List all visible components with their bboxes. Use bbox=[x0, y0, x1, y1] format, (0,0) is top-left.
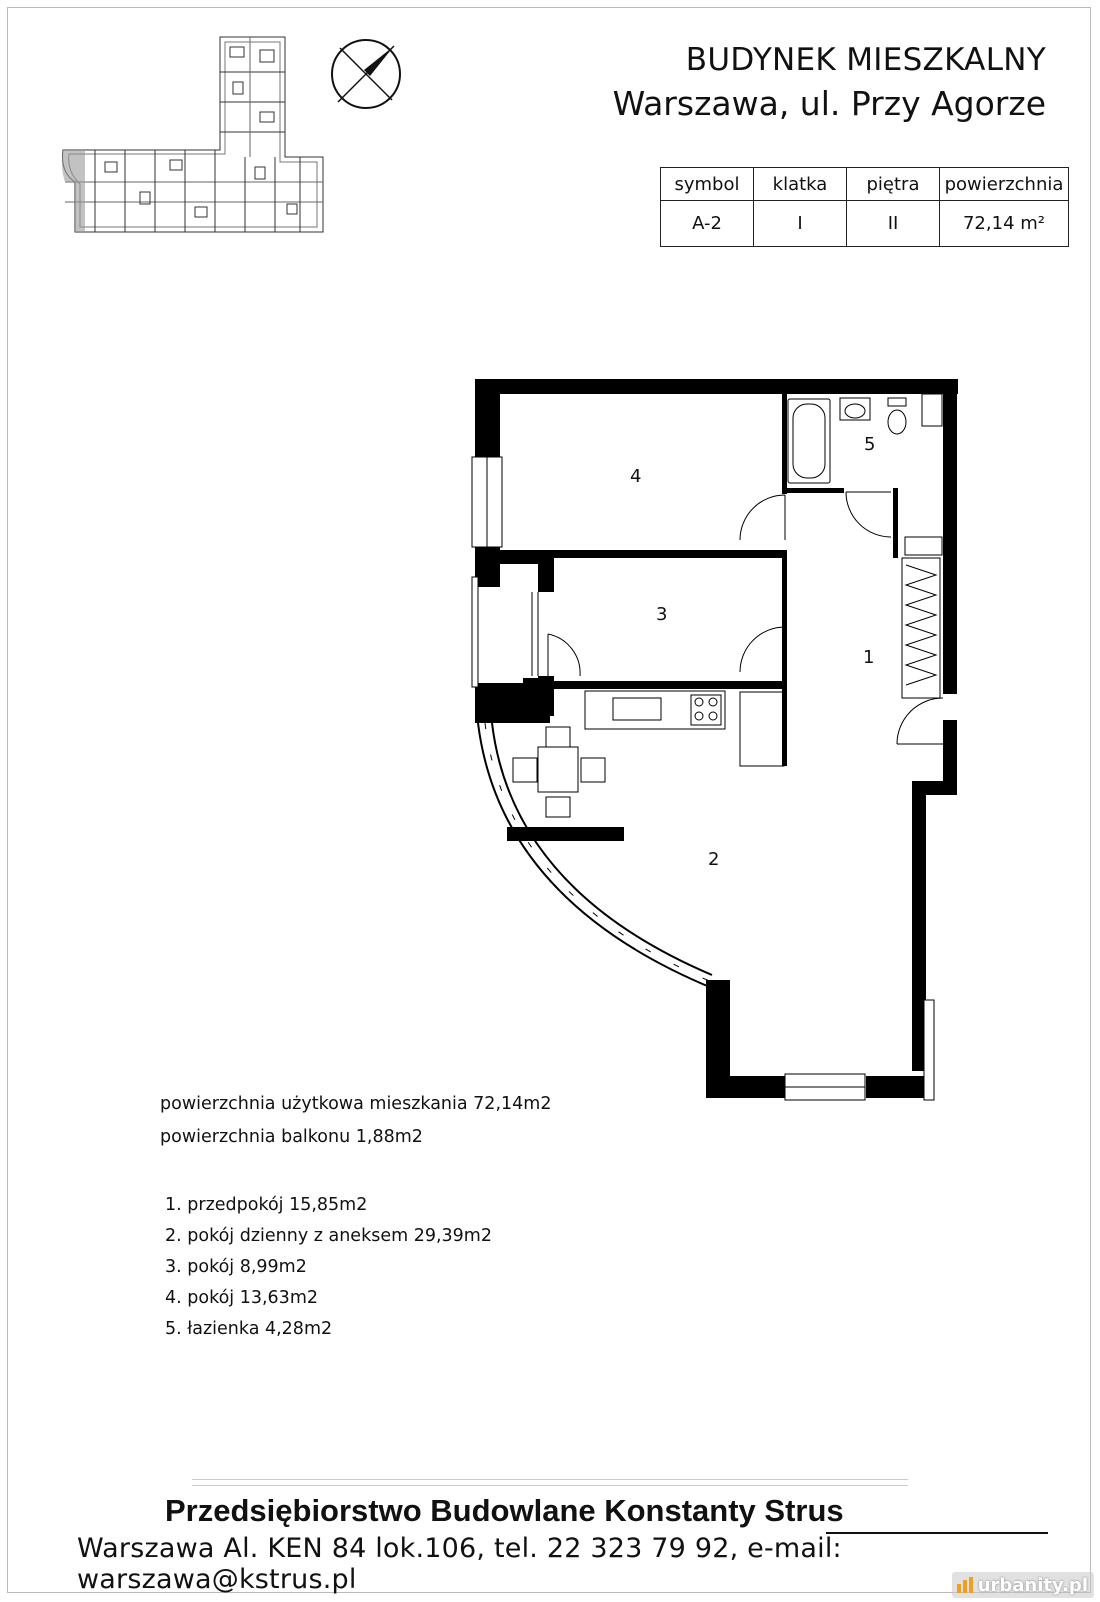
value-klatka: I bbox=[754, 201, 847, 247]
header-klatka: klatka bbox=[754, 168, 847, 201]
usable-area-text: powierzchnia użytkowa mieszkania 72,14m2 bbox=[160, 1094, 552, 1114]
value-powierzchnia: 72,14 m² bbox=[940, 201, 1069, 247]
kitchen-fixtures bbox=[585, 691, 784, 766]
header-powierzchnia: powierzchnia bbox=[940, 168, 1069, 201]
compass-icon bbox=[328, 36, 404, 112]
info-table-value-row bbox=[661, 201, 1069, 247]
balcony-area-text: powierzchnia balkonu 1,88m2 bbox=[160, 1127, 423, 1147]
list-item: 4. pokój 13,63m2 bbox=[165, 1288, 318, 1308]
apartment-info-table bbox=[660, 167, 1069, 247]
list-item: 2. pokój dzienny z aneksem 29,39m2 bbox=[165, 1226, 492, 1246]
plan-walls bbox=[475, 379, 958, 1098]
value-pietra: II bbox=[847, 201, 940, 247]
room-number-3: 3 bbox=[656, 604, 668, 625]
floor-plan bbox=[460, 370, 960, 1110]
site-plan-thumbnail bbox=[55, 32, 335, 242]
room-number-5: 5 bbox=[864, 434, 876, 455]
dining-table bbox=[513, 727, 605, 817]
company-contact: Warszawa Al. KEN 84 lok.106, tel. 22 323 79 92, e-mail: warszawa@kstrus.pl bbox=[77, 1533, 842, 1595]
value-symbol: A-2 bbox=[661, 201, 754, 247]
building-address: Warszawa, ul. Przy Agorze bbox=[612, 84, 1046, 123]
room-number-1: 1 bbox=[863, 647, 875, 668]
header-symbol: symbol bbox=[661, 168, 754, 201]
watermark-text: urbanity.pl bbox=[977, 1574, 1088, 1596]
list-item: 5. łazienka 4,28m2 bbox=[165, 1319, 333, 1339]
info-table-header-row bbox=[661, 168, 1069, 201]
list-item: 3. pokój 8,99m2 bbox=[165, 1257, 307, 1277]
room-number-2: 2 bbox=[708, 849, 720, 870]
list-item: 1. przedpokój 15,85m2 bbox=[165, 1195, 368, 1215]
company-name: Przedsiębiorstwo Budowlane Konstanty Strus bbox=[165, 1493, 844, 1528]
header-pietra: piętra bbox=[847, 168, 940, 201]
watermark bbox=[952, 1572, 1094, 1598]
plan-doors bbox=[548, 492, 943, 744]
building-title: BUDYNEK MIESZKALNY bbox=[685, 42, 1046, 78]
room-list bbox=[165, 1190, 492, 1345]
urbanity-logo-icon bbox=[956, 1576, 974, 1594]
footer-divider bbox=[192, 1479, 908, 1486]
room-number-4: 4 bbox=[630, 466, 642, 487]
